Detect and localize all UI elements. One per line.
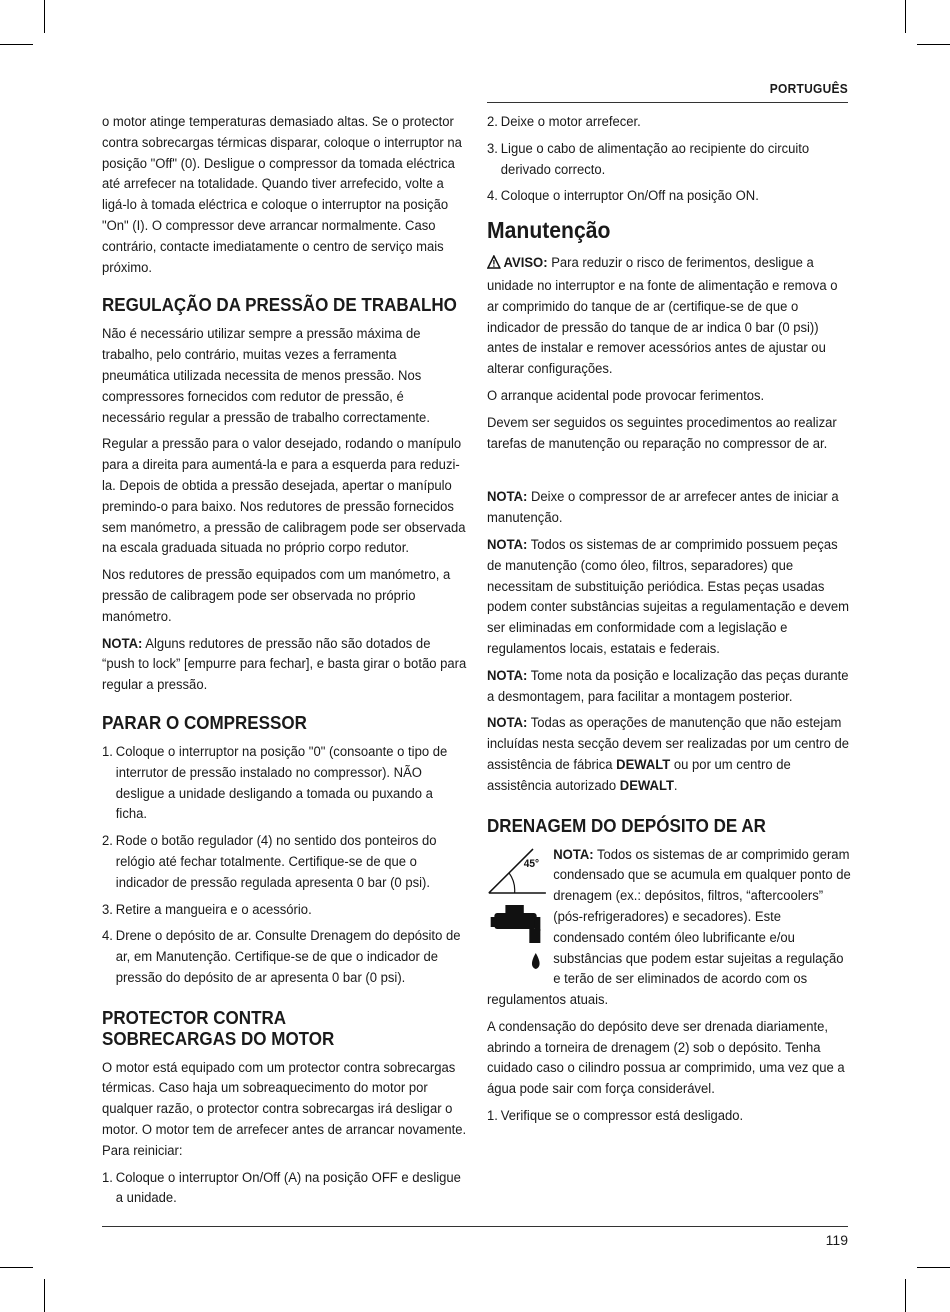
paragraph: Devem ser seguidos os seguintes procedimentos ao realizar tarefas de manutenção ou reparação no compressor de ar. — [487, 414, 837, 452]
step-text: Rode o botão regulador (4) no sentido dos ponteiros do relógio até fechar totalmente. Certifique-se de que o indicador de pressão regulada apresenta 0 bar (0 psi). — [115, 833, 437, 891]
note-text: Todos os sistemas de ar comprimido possuem peças de manutenção (como óleo, filtros, separadores) que necessitam de substituição periódica. Estas peças usadas podem conter substâncias sujeitas a regulamentação e devem ser eliminadas em conformidade com a legislação e regulamentos locais, estatais e federais. — [487, 536, 850, 657]
note-paragraph — [102, 634, 466, 696]
list-item — [102, 742, 466, 825]
footer-rule — [102, 1226, 848, 1227]
heading-line: SOBRECARGAS DO MOTOR — [102, 1027, 335, 1049]
note-label: NOTA: — [487, 536, 528, 553]
header-rule — [487, 102, 848, 103]
crop-mark — [905, 1279, 906, 1312]
section-heading-pressure-regulation: REGULAÇÃO DA PRESSÃO DE TRABALHO — [102, 294, 457, 316]
step-text: Retire a mangueira e o acessório. — [115, 901, 312, 918]
brand-name: DEWALT — [619, 777, 674, 794]
step-number: 2. — [102, 833, 113, 850]
angle-label: 45° — [523, 857, 540, 870]
step-number: 3. — [487, 140, 498, 157]
restart-steps-list — [487, 112, 851, 207]
left-column — [102, 112, 466, 1215]
note-text: . — [673, 777, 678, 794]
list-item — [487, 186, 851, 207]
step-text: Ligue o cabo de alimentação ao recipiente do circuito derivado correcto. — [500, 140, 810, 178]
crop-mark — [44, 1279, 45, 1312]
warning-text: Para reduzir o risco de ferimentos, desligue a unidade no interruptor e na fonte de alimentação e remova o ar comprimido do tanque de ar (certifique-se de que o indicador de pressão do tanque de ar indica 0 bar (0 psi)) antes de instalar e remover acessórios antes de ajustar ou alterar configurações. — [487, 255, 838, 378]
note-text: Alguns redutores de pressão não são dotados de “push to lock” [empurre para fechar], e basta girar o botão para regular a pressão. — [102, 635, 467, 694]
note-text: Tome nota da posição e localização das peças durante a desmontagem, para facilitar a montagem posterior. — [487, 667, 849, 705]
warning-label: AVISO: — [503, 255, 548, 272]
language-header: PORTUGUÊS — [769, 81, 848, 96]
section-heading-tank-drainage: DRENAGEM DO DEPÓSITO DE AR — [487, 814, 766, 836]
warning-paragraph — [487, 253, 851, 380]
note-label: NOTA: — [487, 715, 528, 732]
paragraph: Não é necessário utilizar sempre a pressão máxima de trabalho, pelo contrário, muitas vezes a ferramenta pneumática utilizada necessita de menos pressão. Nos compressores fornecidos com redutor de pressão, é necessário regular a pressão de trabalho correctamente. — [102, 326, 430, 426]
list-item — [102, 926, 466, 988]
note-paragraph — [487, 487, 851, 529]
step-text: Coloque o interruptor On/Off (A) na posição OFF e desligue a unidade. — [115, 1169, 461, 1207]
drain-steps-list — [487, 1106, 851, 1127]
step-number: 3. — [102, 901, 113, 918]
step-number: 4. — [102, 928, 113, 945]
crop-mark — [917, 44, 950, 45]
step-text: Coloque o interruptor na posição "0" (consoante o tipo de interrutor de pressão instalado no compressor). NÃO desligue a unidade desligando a tomada ou puxando a ficha. — [115, 743, 448, 823]
drain-note-block — [487, 845, 851, 1017]
crop-mark — [0, 1267, 33, 1268]
paragraph: Nos redutores de pressão equipados com um manómetro, a pressão de calibragem pode ser observada no próprio manómetro. — [102, 567, 451, 625]
stop-steps-list — [102, 742, 466, 989]
section-heading-motor-overload — [102, 1007, 466, 1049]
heading-line: PROTECTOR CONTRA — [102, 1006, 287, 1028]
note-text: Todos os sistemas de ar comprimido geram condensado que se acumula em qualquer ponto de drenagem (ex.: depósitos, filtros, “aftercoolers” (pós-refrigeradores) e secadores). Este condensado contém óleo lubrificante e/ou substâncias que podem estar sujeitas a regulação e terão de ser eliminados de acordo com os regulamentos atuais. — [487, 846, 851, 1009]
crop-mark — [44, 0, 45, 33]
crop-mark — [917, 1267, 950, 1268]
crop-mark — [905, 0, 906, 33]
note-paragraph — [487, 713, 851, 796]
overload-steps-list — [102, 1168, 466, 1210]
list-item — [102, 900, 466, 921]
brand-name: DEWALT — [616, 756, 671, 773]
paragraph: O arranque acidental pode provocar ferimentos. — [487, 387, 765, 404]
note-label: NOTA: — [487, 489, 528, 506]
step-number: 2. — [487, 114, 498, 130]
section-heading-stop-compressor: PARAR O COMPRESSOR — [102, 711, 307, 733]
step-text: Drene o depósito de ar. Consulte Drenagem do depósito de ar, em Manutenção. Certifique-se de que o indicador de pressão do depósito de ar apresenta 0 bar (0 psi). — [115, 928, 461, 986]
page-number: 119 — [825, 1232, 848, 1248]
note-text: Todas as operações de manutenção que não estejam incluídas nesta secção devem ser realizadas por um centro de assistência de fábrica — [487, 715, 850, 773]
warning-triangle-icon — [487, 255, 501, 276]
step-number: 1. — [102, 743, 113, 760]
paragraph: A condensação do depósito deve ser drenada diariamente, abrindo a torneira de drenagem (2) sob o depósito. Tenha cuidado caso o cilindro possua ar comprimido, uma vez que a água pode sair com força considerável. — [487, 1018, 845, 1098]
list-item — [102, 831, 466, 893]
step-text: Coloque o interruptor On/Off na posição ON. — [500, 188, 759, 205]
list-item — [487, 139, 851, 181]
note-label: NOTA: — [553, 846, 594, 863]
step-text: Verifique se o compressor está desligado. — [500, 1108, 744, 1125]
note-text: Deixe o compressor de ar arrefecer antes de iniciar a manutenção. — [487, 489, 839, 527]
step-number: 1. — [102, 1169, 113, 1186]
drain-figure — [487, 847, 548, 979]
list-item — [487, 112, 851, 133]
note-paragraph — [487, 666, 851, 708]
note-label: NOTA: — [487, 667, 528, 684]
step-text: Deixe o motor arrefecer. — [500, 114, 641, 130]
section-heading-maintenance: Manutenção — [487, 217, 611, 244]
note-paragraph — [487, 535, 851, 660]
intro-paragraph: o motor atinge temperaturas demasiado altas. Se o protector contra sobrecargas térmicas disparar, coloque o interruptor na posição "Off" (0). Desligue o compressor da tomada eléctrica até arrefecer na totalidade. Quando tiver arrefecido, volte a ligá-lo à tomada eléctrica e coloque o interruptor na posição "On" (I). O compressor deve arrancar normalmente. Caso contrário, contacte imediatamente o centro de serviço mais próximo. — [102, 114, 462, 276]
paragraph: O motor está equipado com um protector contra sobrecargas térmicas. Caso haja um sobreaquecimento do motor por qualquer razão, o protector contra sobrecargas irá desligar o motor. O motor tem de arrefecer antes de arrancar novamente. Para reiniciar: — [102, 1059, 467, 1159]
list-item — [487, 1106, 851, 1127]
note-label: NOTA: — [102, 635, 143, 652]
note-text: ou por um centro de assistência autorizado — [487, 756, 791, 794]
paragraph: Regular a pressão para o valor desejado, rodando o manípulo para a direita para aumentá-la e para a esquerda para reduzi-la. Depois de obtida a pressão desejada, apertar o manípulo premindo-o para baixo. Nos redutores de pressão fornecidos sem manómetro, a pressão de calibragem pode ser observada na escala graduada situada no próprio corpo redutor. — [102, 436, 466, 557]
step-number: 1. — [487, 1108, 498, 1125]
tank-angle-drain-valve-icon — [487, 847, 548, 979]
step-number: 4. — [487, 188, 498, 205]
crop-mark — [0, 44, 33, 45]
list-item — [102, 1168, 466, 1210]
right-column — [487, 112, 851, 1133]
